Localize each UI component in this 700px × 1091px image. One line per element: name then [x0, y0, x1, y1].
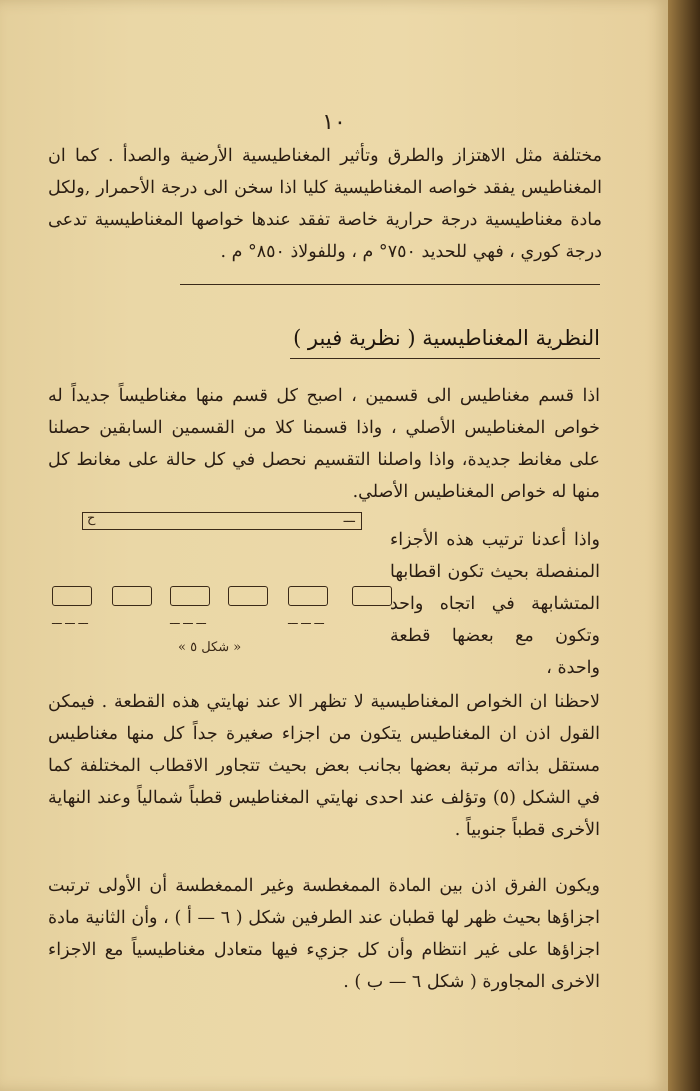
section-divider: [180, 284, 600, 285]
magnet-segment: [288, 586, 328, 606]
paragraph-theory: لاحظنا ان الخواص المغناطيسية لا تظهر الا عند نهايتي هذه القطعة . فيمكن القول اذن ان المغناطيس يتكون من اجزاء صغيرة جداً كل منها مغناطيس مستقل بذاته مرتبة بعضها بجانب بعض بحيث تتجاور الاقطاب المختلفة كما في الشكل (٥) وتؤلف عند احدى نهايتي المغناطيس قطباً شمالياً وعند النهاية الأخرى قطباً جنوبياً .: [48, 692, 600, 840]
paragraph-division: اذا قسم مغناطيس الى قسمين ، اصبح كل قسم منها مغناطيساً جديداً له خواص المغناطيس الأصلي ، واذا قسمنا كلا من القسمين السابقين حصلنا على مغانط جديدة، واذا واصلنا التقسيم نحصل في كل حالة على مغانط كل منها له خواص المغناطيس الأصلي.: [48, 386, 600, 502]
magnet-segment: [170, 586, 210, 606]
bar-label-right: ـــ: [343, 511, 355, 526]
paragraph-difference: ويكون الفرق اذن بين المادة الممغطسة وغير الممغطسة أن الأولى ترتبت اجزاؤها بحيث ظهر لها قطبان عند الطرفين شكل ( ٦ — أ ) ، وأن الثانية مادة اجزاؤها على غير انتظام وأن كل جزيء فيها متعادل مغناطيسياً مع الاجزاء الاخرى المجاورة ( شكل ٦ — ب ) .: [48, 876, 600, 992]
figure-caption: « شكل ٥ »: [178, 640, 242, 655]
figure-magnet-bar: [82, 512, 362, 530]
magnet-segment: [52, 586, 92, 606]
book-spine: [668, 0, 700, 1091]
bar-label-left: ح: [87, 511, 96, 526]
paragraph-rearrange: واذا أعدنا ترتيب هذه الأجزاء المنفصلة بحيث تكون اقطابها المتشابهة في اتجاه واحد وتكون مع بعضها قطعة واحدة ،: [390, 530, 600, 678]
magnet-segment: [352, 586, 392, 606]
segment-ticks: ـــ ـــ ـــ: [52, 614, 88, 627]
section-heading: النظرية المغناطيسية ( نظرية فيبر ): [290, 326, 600, 359]
magnet-segment: [112, 586, 152, 606]
figure-magnet-segments: [52, 586, 402, 626]
page-number: ١٠: [322, 110, 346, 135]
magnet-segment: [228, 586, 268, 606]
segment-ticks: ـــ ـــ ـــ: [170, 614, 206, 627]
segment-ticks: ـــ ـــ ـــ: [288, 614, 324, 627]
paragraph-curie: مختلفة مثل الاهتزاز والطرق وتأثير المغناطيسية الأرضية والصدأ . كما ان المغناطيس يفقد خواصه المغناطيسية كليا اذا سخن الى درجة الأحمرار ,ولكل مادة مغناطيسية درجة حرارية خاصة تفقد عندها خواصها المغناطيسية تدعى درجة كوري ، فهي للحديد ٧٥٠° م ، وللفولاذ ٨٥٠° م .: [48, 146, 602, 262]
